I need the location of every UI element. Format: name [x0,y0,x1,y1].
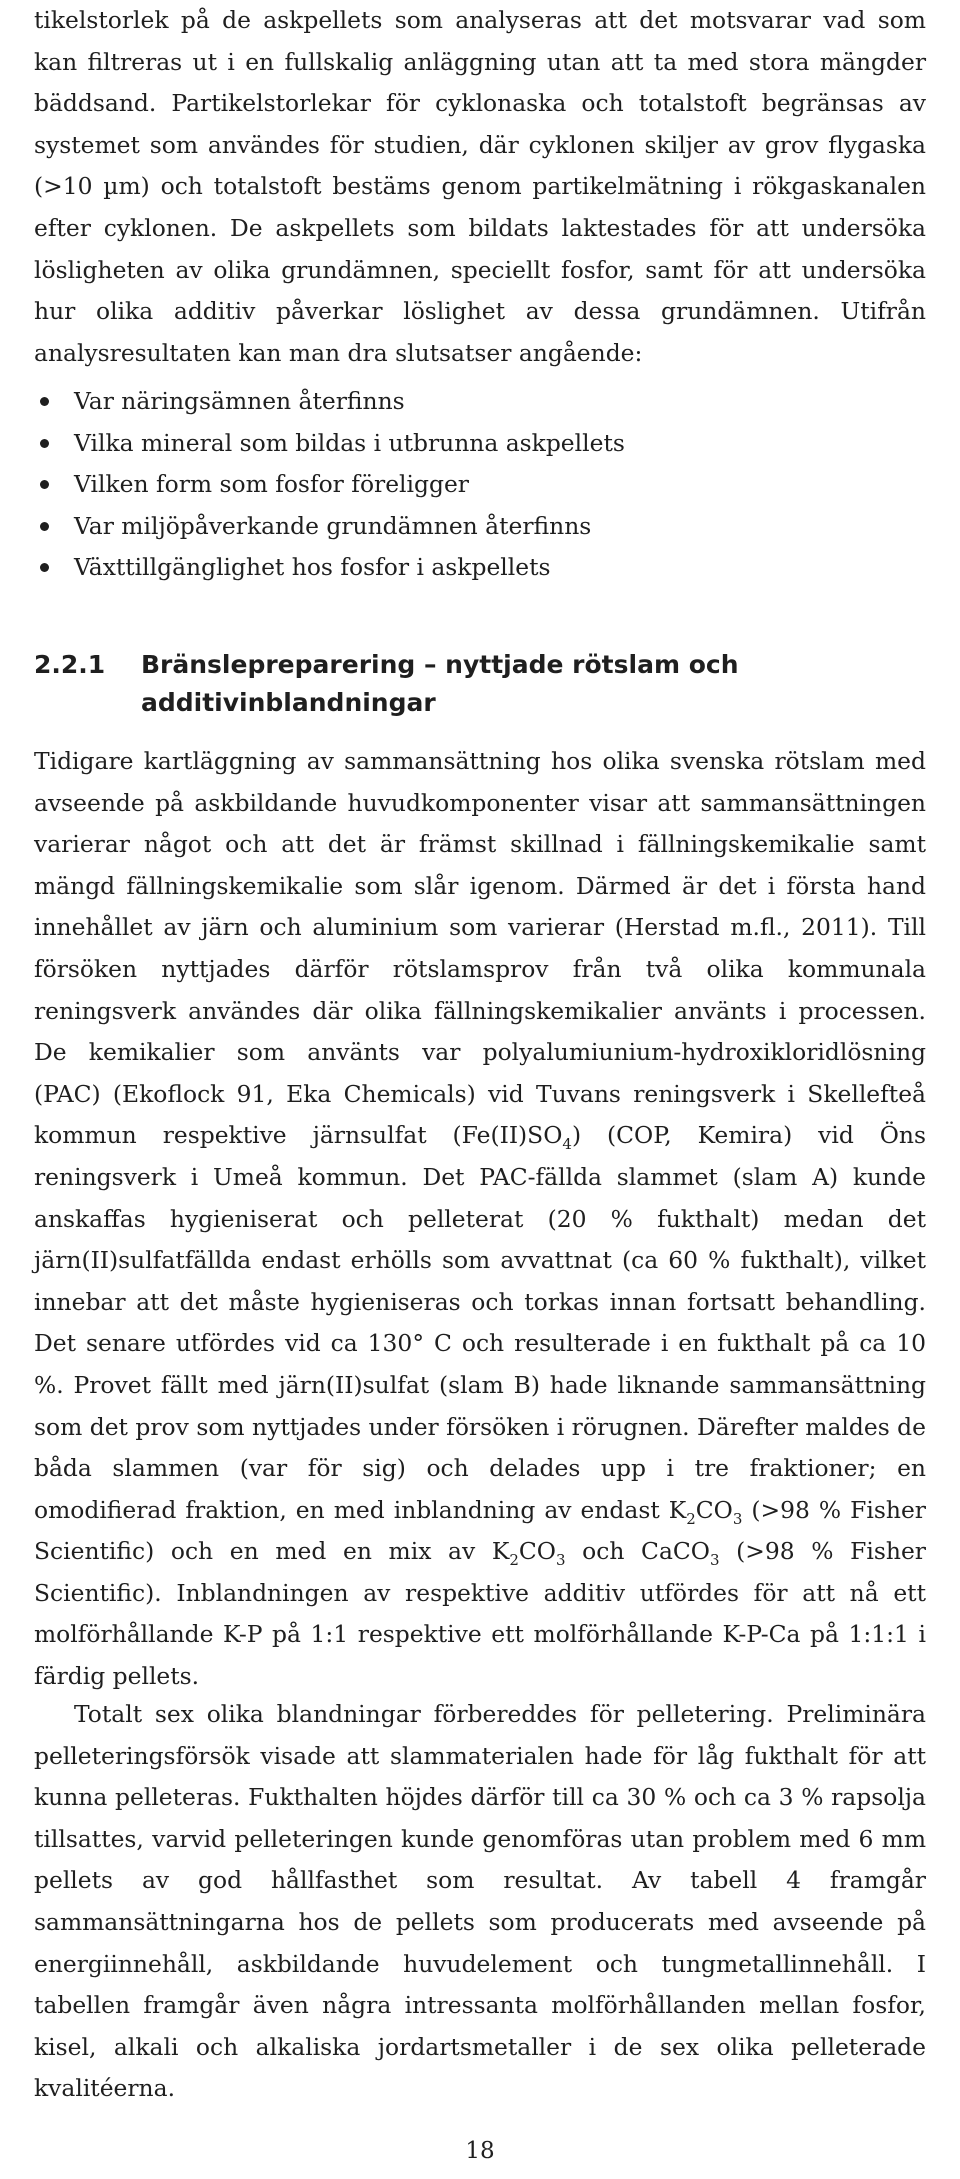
text-run: och CaCO [565,1537,710,1566]
body-paragraph-fuel-preparation [34,741,926,1698]
section-title: Bränslepreparering – nyttjade rötslam och additivinblandningar [141,650,739,717]
subscript: 2 [686,1509,696,1528]
paragraph-text: Totalt sex olika blandningar förbereddes för pelletering. Preliminära pelleteringsförsök visade att slammaterialen hade för låg fukthalt för att kunna pelleteras. Fukthalten höjdes därför till ca 30 % och ca 3 % rapsolja tillsattes, varvid pelleteringen kunde genomföras utan problem med 6 mm pellets av god hållfasthet som resultat. Av tabell 4 framgår sammansättningarna hos de pellets som producerats med avseende på energiinnehåll, askbildande huvudelement och tungmetallinnehåll. I tabellen framgår även några intressanta molförhållanden mellan fosfor, kisel, alkali och alkaliska jordartsmetaller i de sex olika pelleterade kvalitéerna. [34,1700,926,2103]
text-run: (>98 % Fisher Scientific). Inblandningen av respektive additiv utfördes för att nå ett molförhållande K-P på 1:1 respektive ett molförhållande K-P-Ca på 1:1:1 i färdig pellets. [34,1537,926,1691]
bullet-icon [40,439,49,448]
bullet-item [34,464,926,506]
bullet-item [34,547,926,589]
bullet-item [34,423,926,465]
bullet-text: Vilken form som fosfor föreligger [74,470,469,499]
bullet-text: Vilka mineral som bildas i utbrunna askpellets [74,428,625,457]
text-run: ) (COP, Kemira) vid Öns reningsverk i Umeå kommun. Det PAC-fällda slammet (slam A) kunde anskaffas hygieniserat och pelleterat (20 % fukthalt) medan det järn(II)sulfatfällda endast erhölls som avvattnat (ca 60 % fukthalt), vilket innebar att det måste hygieniseras och torkas innan fortsatt behandling. Det senare utfördes vid ca 130° C och resulterade i en fukthalt på ca 10 %. Provet fällt med järn(II)sulfat (slam B) hade liknande sammansättning som det prov som nyttjades under försöken i rörugnen. Därefter maldes de båda slammen (var för sig) och delades upp i tre fraktioner; en omodifierad fraktion, en med inblandning av endast K [34,1121,926,1524]
bullet-item [34,381,926,423]
bullet-item [34,506,926,548]
subscript: 3 [732,1509,743,1528]
text-run: CO [518,1537,556,1566]
bullet-text: Var miljöpåverkande grundämnen återfinns [74,511,592,540]
subscript: 3 [709,1551,720,1570]
bullet-icon [40,522,49,531]
bullet-text: Växttillgänglighet hos fosfor i askpellets [74,553,551,582]
bullet-text: Var näringsämnen återfinns [74,387,405,415]
bullet-icon [40,480,49,489]
body-paragraph-intro [34,0,926,374]
section-number: 2.2.1 [34,650,106,679]
bullet-icon [40,563,49,572]
bullet-list [34,381,926,589]
page-number: 18 [465,2138,495,2164]
paragraph-text [34,741,926,1698]
body-paragraph-pelleting [34,1694,926,2110]
subscript: 4 [562,1135,572,1154]
subscript: 2 [509,1551,519,1570]
paragraph-text: tikelstorlek på de askpellets som analyseras att det motsvarar vad som kan filtreras ut i en fullskalig anläggning utan att ta med stora mängder bäddsand. Partikelstorlekar för cyklonaska och totalstoft begränsas av systemet som användes för studien, där cyklonen skiljer av grov flygaska (>10 µm) och totalstoft bestäms genom partikelmätning i rökgaskanalen efter cyklonen. De askpellets som bildats laktestades för att undersöka lösligheten av olika grundämnen, speciellt fosfor, samt för att undersöka hur olika additiv påverkar löslighet av dessa grundämnen. Utifrån analysresultaten kan man dra slutsatser angående: [34,6,926,367]
text-run: (>98 % Fisher Scientific) och en med en mix av K [34,1495,926,1566]
text-run: Tidigare kartläggning av sammansättning hos olika svenska rötslam med avseende på askbildande huvudkomponenter visar att sammansättningen varierar något och att det är främst skillnad i fällningskemikalie samt mängd fällningskemikalie som slår igenom. Därmed är det i första hand innehållet av järn och aluminium som varierar (Herstad m.fl., 2011). Till försöken nyttjades därför rötslamsprov från två olika kommunala reningsverk användes där olika fällningskemikalier använts i processen. De kemikalier som använts var polyalumiunium-hydroxikloridlösning (PAC) (Ekoflock 91, Eka Chemicals) vid Tuvans reningsverk i Skellefteå kommun respektive järnsulfat (Fe(II)SO [34,747,926,1150]
subscript: 3 [555,1551,566,1570]
bullet-icon [40,397,49,406]
text-run: CO [695,1495,733,1524]
